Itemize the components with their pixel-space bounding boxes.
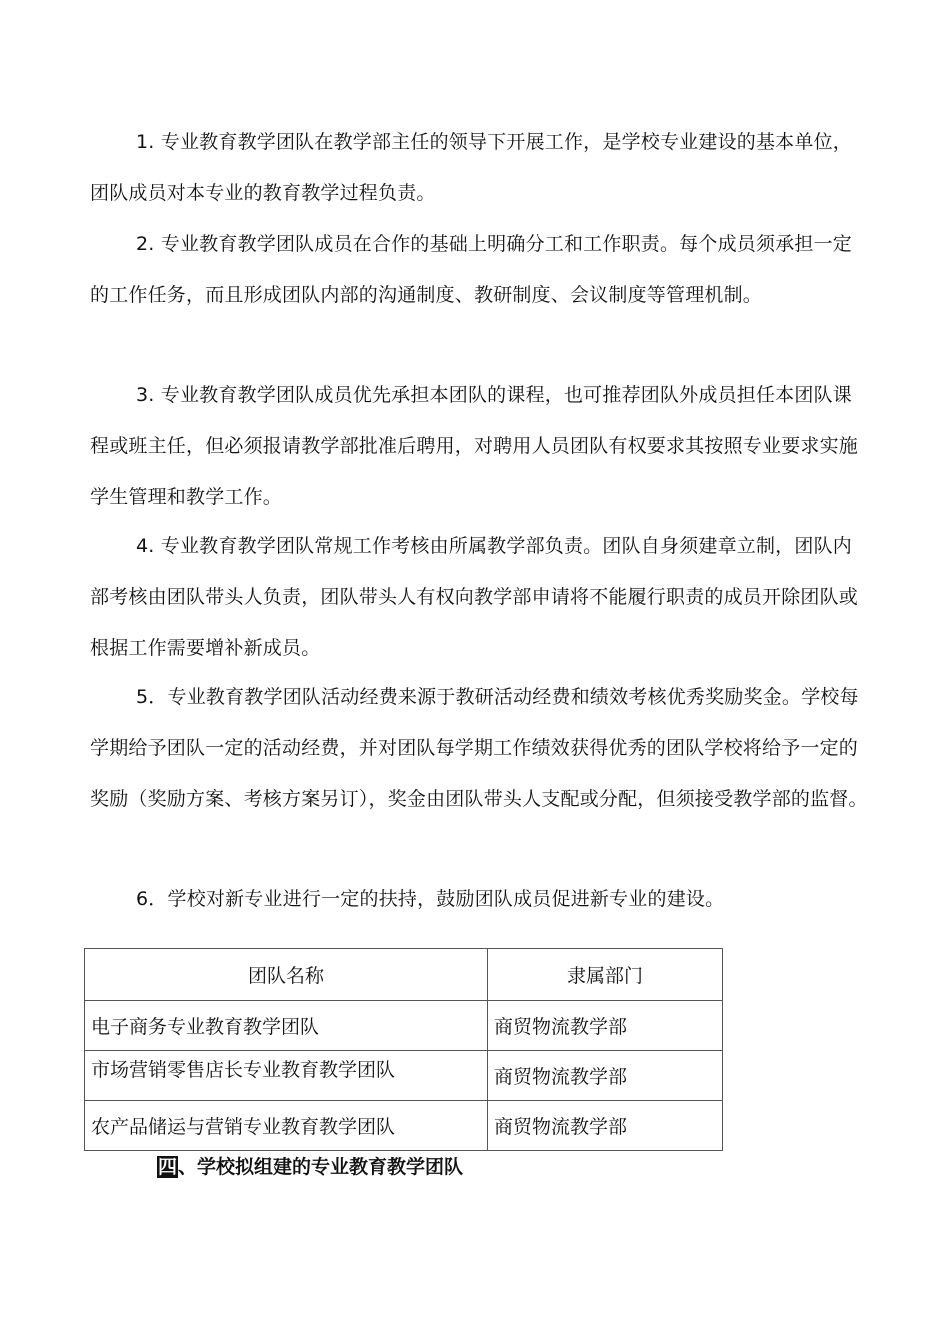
section-title: 、学校拟组建的专业教育教学团队 bbox=[178, 1156, 464, 1178]
team-name-cell: 市场营销零售店长专业教育教学团队 bbox=[85, 1051, 488, 1101]
paragraph-1: 1. 专业教育教学团队在教学部主任的领导下开展工作，是学校专业建设的基本单位，团队成员对本专业的教育教学过程负责。 bbox=[90, 131, 852, 204]
teams-table bbox=[84, 948, 723, 1151]
header-team-name: 团队名称 bbox=[85, 949, 488, 1001]
section-number: 四 bbox=[158, 1156, 178, 1178]
paragraph-2: 2. 专业教育教学团队成员在合作的基础上明确分工和工作职责。每个成员须承担一定的工作任务，而且形成团队内部的沟通制度、教研制度、会议制度等管理机制。 bbox=[90, 233, 852, 306]
paragraph-6: 6．学校对新专业进行一定的扶持，鼓励团队成员促进新专业的建设。 bbox=[136, 888, 725, 910]
table-header-row bbox=[85, 949, 723, 1001]
header-department: 隶属部门 bbox=[488, 949, 723, 1001]
team-name-cell: 农产品储运与营销专业教育教学团队 bbox=[85, 1101, 488, 1151]
team-name-cell: 电子商务专业教育教学团队 bbox=[85, 1001, 488, 1051]
section-heading bbox=[157, 1152, 463, 1182]
table-row bbox=[85, 1001, 723, 1051]
paragraph-5: 5．专业教育教学团队活动经费来源于教研活动经费和绩效考核优秀奖励奖金。学校每学期给予团队一定的活动经费，并对团队每学期工作绩效获得优秀的团队学校将给予一定的奖励（奖励方案、考核方案另订），奖金由团队带头人支配或分配，但须接受教学部的监督。 bbox=[90, 686, 868, 810]
department-cell: 商贸物流教学部 bbox=[488, 1001, 723, 1051]
table-row bbox=[85, 1101, 723, 1151]
department-cell: 商贸物流教学部 bbox=[488, 1051, 723, 1101]
paragraph-3: 3. 专业教育教学团队成员优先承担本团队的课程，也可推荐团队外成员担任本团队课程或班主任，但必须报请教学部批准后聘用，对聘用人员团队有权要求其按照专业要求实施学生管理和教学工作。 bbox=[90, 384, 859, 508]
paragraph-4: 4. 专业教育教学团队常规工作考核由所属教学部负责。团队自身须建章立制，团队内部考核由团队带头人负责，团队带头人有权向教学部申请将不能履行职责的成员开除团队或根据工作需要增补新成员。 bbox=[90, 535, 859, 659]
department-cell: 商贸物流教学部 bbox=[488, 1101, 723, 1151]
table-row bbox=[85, 1051, 723, 1101]
